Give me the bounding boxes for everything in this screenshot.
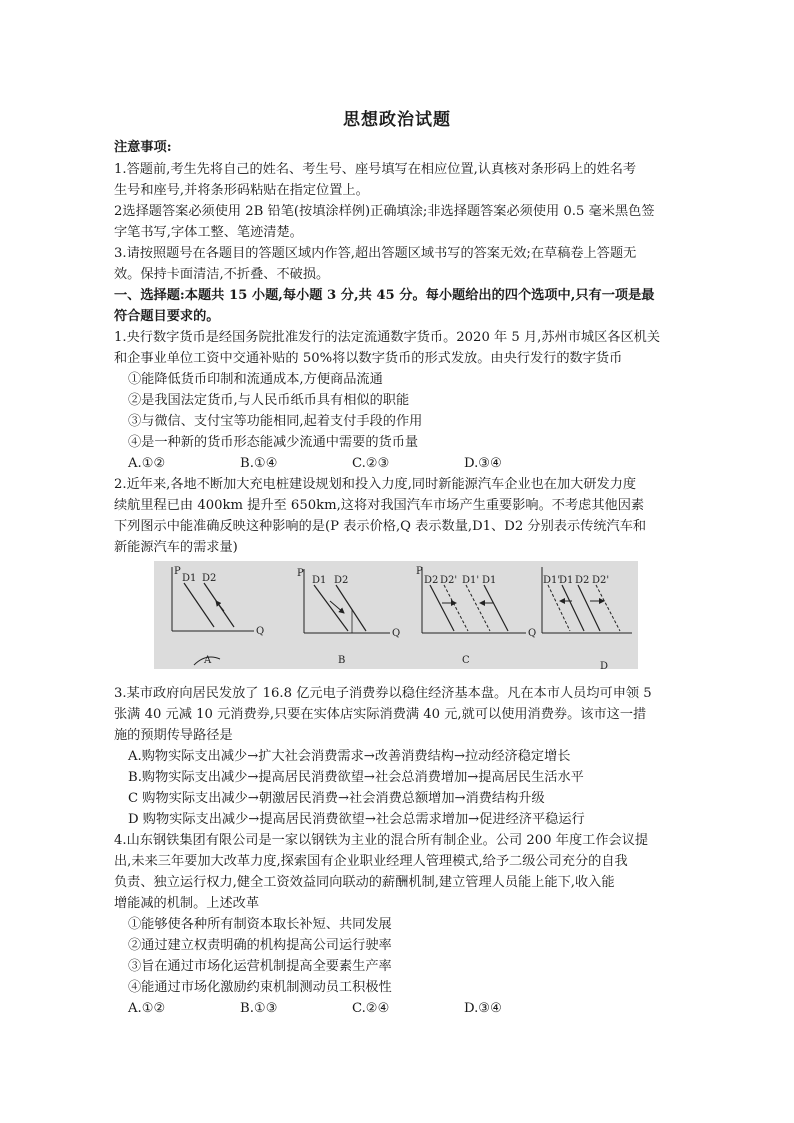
curve-d2 [430, 585, 454, 631]
curve-d1 [184, 583, 214, 627]
axis-q-label: Q [256, 626, 265, 637]
curve-d2 [336, 585, 366, 631]
curve-label: D1' [543, 575, 561, 586]
q1-item: ③与微信、支付宝等功能相同,起着支付手段的作用 [128, 414, 423, 429]
q4-item: ③旨在通过市场化运营机制提高全要素生产率 [128, 959, 392, 974]
panel-b [297, 568, 400, 666]
curve-label: D1 [312, 575, 327, 586]
curve-d1 [484, 585, 508, 631]
q1-stem: 1.央行数字货币是经国务院批准发行的法定流通数字货币。2020 年 5 月,苏州市城区各区机关 [114, 330, 661, 345]
q1-options [128, 454, 708, 474]
q4-stem: 4.山东钢铁集团有限公司是一家以钢铁为主业的混合所有制企业。公司 200 年度工作会议提 [114, 833, 649, 848]
q3-stem: 张满 40 元减 10 元消费券,只要在实体店实际消费满 40 元,就可以使用消费券。该市这一措 [114, 707, 647, 722]
axis-q-label: Q [528, 628, 537, 639]
curve-label: D1 [482, 575, 497, 586]
panel-label: C [462, 655, 470, 666]
axis-p-label: P [416, 566, 423, 577]
axis-p-label: P [297, 568, 304, 579]
notice-line: 1.答题前,考生先将自己的姓名、考生号、座号填写在相应位置,认真核对条形码上的姓名考 [114, 162, 637, 177]
q4-options [128, 999, 708, 1019]
panel-label: D [600, 661, 609, 669]
q4-option-c[interactable]: C.②④ [352, 1001, 390, 1016]
q3-stem: 3.某市政府向居民发放了 16.8 亿元电子消费券以稳住经济基本盘。凡在本市人员均可申领 5 [114, 686, 652, 701]
q4-item: ④能通过市场化激励约束机制测动员工积极性 [128, 980, 392, 995]
notice-line: 效。保持卡面清洁,不折叠、不破损。 [114, 267, 330, 282]
notice-line: 字笔书写,字体工整、笔迹清楚。 [114, 225, 303, 240]
section-heading: 一、选择题:本题共 15 小题,每小题 3 分,共 45 分。每小题给出的四个选项中,只有一项是最 [114, 288, 655, 303]
q1-option-d[interactable]: D.③④ [464, 456, 502, 471]
curve-d2-prime [444, 585, 468, 631]
q1-stem: 和企事业单位工资中交通补贴的 50%将以数字货币的形式发放。由央行发行的数字货币 [114, 351, 623, 366]
notice-heading: 注意事项: [114, 140, 172, 155]
q2-stem: 新能源汽车的需求量) [114, 540, 238, 555]
q4-stem: 出,未来三年要加大改革力度,探索国有企业职业经理人管理模式,给予二级公司充分的自我 [114, 854, 628, 869]
q4-item: ②通过建立权责明确的机构提高公司运行驶率 [128, 938, 392, 953]
q3-stem: 施的预期传导路径是 [114, 728, 233, 743]
curve-label: D1 [182, 573, 197, 584]
panel-d [542, 567, 632, 669]
notice-line: 生号和座号,并将条形码粘贴在指定位置上。 [114, 183, 369, 198]
panel-c [416, 566, 536, 666]
section-heading: 符合题目要求的。 [114, 309, 220, 324]
curve-label: D2' [592, 575, 610, 586]
panel-a [172, 566, 264, 666]
curve-label: D2 [334, 575, 349, 586]
page-title: 思想政治试题 [343, 110, 451, 130]
curve-label: D2' [440, 575, 458, 586]
q4-option-a[interactable]: A.①② [128, 1001, 166, 1016]
q3-option-b[interactable]: B.购物实际支出减少→提高居民消费欲望→社会总消费增加→提高居民生活水平 [128, 770, 584, 785]
curve-label: D2 [202, 573, 217, 584]
demand-curve-svg [154, 561, 638, 669]
curve-label: D1' [462, 575, 480, 586]
q4-item: ①能够使各种所有制资本取长补短、共同发展 [128, 917, 392, 932]
q4-stem: 增能减的机制。上述改革 [114, 896, 260, 911]
q3-option-a[interactable]: A.购物实际支出减少→扩大社会消费需求→改善消费结构→拉动经济稳定增长 [128, 749, 571, 764]
curve-d1-prime [466, 585, 490, 631]
curve-label: D1 [559, 575, 574, 586]
q1-item: ④是一种新的货币形态能减少流通中需要的货币量 [128, 435, 419, 450]
q2-stem: 续航里程已由 400km 提升至 650km,这将对我国汽车市场产生重要影响。不考虑其他因素 [114, 498, 645, 513]
curve-d2-prime [596, 585, 620, 631]
q3-option-c[interactable]: C 购物实际支出减少→朝激居民消费→社会消费总额增加→消费结构升级 [128, 791, 545, 806]
q1-option-b[interactable]: B.①④ [240, 456, 278, 471]
axis-q-label: Q [392, 628, 401, 639]
q1-item: ②是我国法定货币,与人民币纸币具有相似的职能 [128, 393, 410, 408]
q1-option-c[interactable]: C.②③ [352, 456, 390, 471]
notice-line: 3.请按照题号在各题目的答题区域内作答,超出答题区域书写的答案无效;在草稿卷上答题无 [114, 246, 637, 261]
q4-stem: 负责、独立运行权力,健全工资效益同向联动的薪酬机制,建立管理人员能上能下,收入能 [114, 875, 615, 890]
curve-d1 [314, 585, 348, 631]
q1-item: ①能降低货币印制和流通成本,方便商品流通 [128, 372, 383, 387]
q1-option-a[interactable]: A.①② [128, 456, 166, 471]
curve-label: D2 [424, 575, 439, 586]
curve-label: D2 [575, 575, 590, 586]
curve-d1-prime [548, 585, 570, 631]
notice-line: 2选择题答案必须使用 2B 铅笔(按填涂样例)正确填涂;非选择题答案必须使用 0.5 毫米黑色签 [114, 204, 655, 219]
q2-stem: 下列图示中能准确反映这种影响的是(P 表示价格,Q 表示数量,D1、D2 分别表示传统汽车和 [114, 519, 647, 534]
q4-option-d[interactable]: D.③④ [464, 1001, 502, 1016]
panel-label: B [338, 655, 346, 666]
q3-option-d[interactable]: D 购物实际支出减少→提高居民消费欲望→社会总需求增加→促进经济平稳运行 [128, 812, 585, 827]
panel-label: A [204, 655, 212, 666]
q4-option-b[interactable]: B.①③ [240, 1001, 278, 1016]
demand-curve-figure [154, 561, 638, 669]
q2-stem: 2.近年来,各地不断加大充电桩建设规划和投入力度,同时新能源汽车企业也在加大研发力度 [114, 477, 637, 492]
axis-p-label: P [174, 566, 181, 577]
